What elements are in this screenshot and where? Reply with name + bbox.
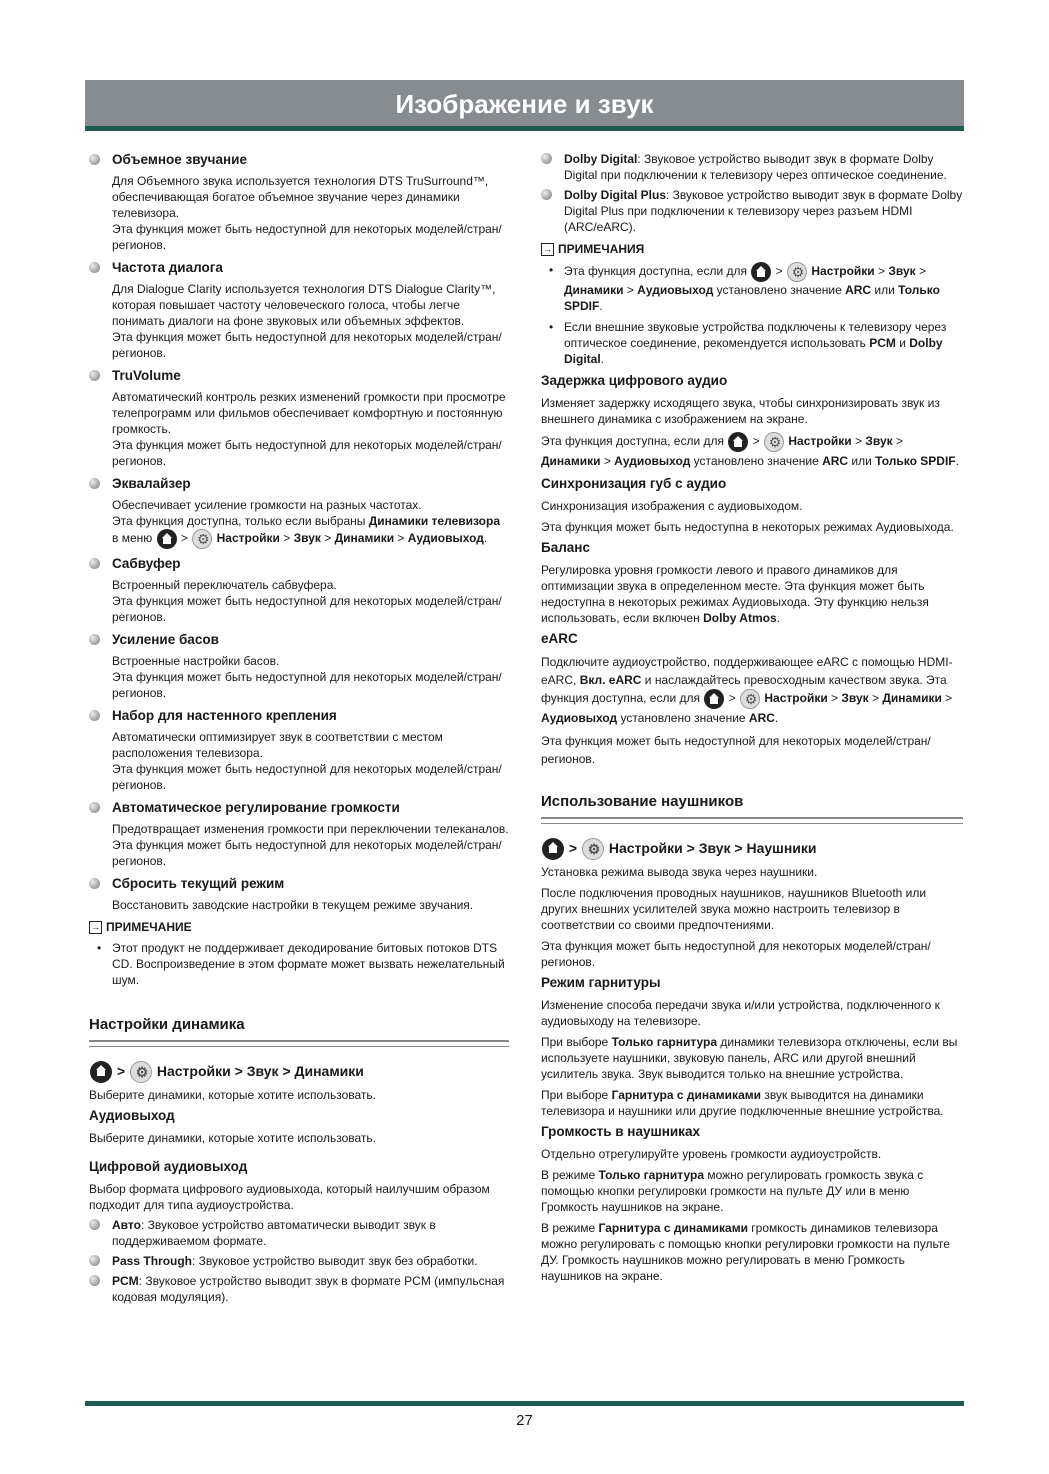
- note-item: • Если внешние звуковые устройства подключены к телевизору через оптическое соединение, рекомендуется использовать PCM и Dolby Digital.: [549, 320, 947, 366]
- subheading: Задержка цифрового аудио: [541, 373, 728, 388]
- item-title: Сабвуфер: [89, 555, 509, 573]
- notes-heading: → ПРИМЕЧАНИЯ: [543, 242, 645, 256]
- subheading-desc: Изменение способа передачи звука и/или устройства, подключенного к аудиовыходу на телевизоре.: [541, 998, 940, 1029]
- bullet-icon: [89, 878, 100, 889]
- subheading: Синхронизация губ с аудио: [541, 476, 727, 491]
- page-number: 27: [516, 1412, 533, 1429]
- item-desc: Встроенный переключатель сабвуфера.: [112, 578, 337, 592]
- format-item: Dolby Digital Plus: Звуковое устройство выводит звук в формате Dolby Digital Plus при подключении к телевизору через разъем HDMI (ARC/eARC).: [541, 187, 963, 235]
- volume-text: В режиме Гарнитура с динамиками громкость динамиков телевизора можно регулировать с помощью кнопки регулировки громкости на пульте ДУ. Громкость наушников можно регулировать в меню Громкость наушников на экране.: [541, 1221, 950, 1284]
- bullet-icon: [89, 478, 100, 489]
- bullet-icon: [541, 153, 552, 164]
- item-note: Эта функция может быть недоступной для некоторых моделей/стран/регионов.: [112, 594, 502, 624]
- item-note: Эта функция может быть недоступной для некоторых моделей/стран/регионов.: [112, 838, 502, 868]
- bullet-icon: [89, 710, 100, 721]
- item-desc: Для Dialogue Clarity используется технология DTS Dialogue Clarity™, которая повышает частоту человеческого голоса, чтобы легче понимать диалоги на фоне звуковых или объемных эффектов.: [112, 282, 496, 328]
- subheading: Аудиовыход: [89, 1108, 175, 1124]
- item-desc: Автоматический контроль резких изменений громкости при просмотре телепрограмм или фильмов обеспечивает комфортную и постоянную громкость.: [112, 390, 506, 436]
- section-text: Эта функция может быть недоступной для некоторых моделей/стран/регионов.: [541, 939, 931, 970]
- home-icon: [90, 1061, 112, 1083]
- format-item: Pass Through: Звуковое устройство выводит звук без обработки.: [89, 1253, 509, 1269]
- item-title: Частота диалога: [89, 259, 509, 277]
- section-heading-speaker: Настройки динамика: [89, 1016, 245, 1033]
- format-item: PCM: Звуковое устройство выводит звук в формате PCM (импульсная кодовая модуляция).: [89, 1273, 509, 1305]
- page-header: [85, 80, 964, 126]
- mode-text: При выборе Гарнитура с динамиками звук выводится на динамики телевизора и наушники или другие подключенные внешние устройства.: [541, 1088, 944, 1119]
- item-desc: Восстановить заводские настройки в текущем режиме звучания.: [112, 898, 474, 912]
- item-note: Эта функция может быть недоступной для некоторых моделей/стран/регионов.: [112, 222, 502, 252]
- bullet-icon: [89, 802, 100, 813]
- subheading-desc: Выбор формата цифрового аудиовыхода, который наилучшим образом подходит для типа аудиоустройства.: [89, 1182, 490, 1213]
- subheading: Громкость в наушниках: [541, 1124, 700, 1140]
- home-icon: [157, 529, 177, 549]
- section-rule: [89, 1040, 509, 1047]
- format-item: Авто: Звуковое устройство автоматически выводит звук в поддерживаемом формате.: [89, 1217, 509, 1249]
- bullet-icon: [89, 1219, 100, 1230]
- mode-text: При выборе Только гарнитура динамики телевизора отключены, если вы используете наушники, звуковую панель, ARC или другой внешний усилитель звука. Звук выводится только на внешние устройства.: [541, 1035, 958, 1082]
- subheading-desc: Регулировка уровня громкости левого и правого динамиков для оптимизации звука в определенном месте. Эта функция может быть недоступна в некоторых режимах Аудиовыхода. Эту функцию нельзя использовать, если включен Dolby Atmos.: [541, 563, 929, 625]
- item-desc: Для Объемного звука используется технология DTS TruSurround™, обеспечивающая богатое объемное звучание через динамики телевизора.: [112, 174, 489, 220]
- section-text: После подключения проводных наушников, наушников Bluetooth или других внешних усилителей звука можно настроить телевизор в соответствии со своими предпочтениями.: [541, 886, 927, 933]
- left-column: [89, 151, 509, 1309]
- header-rule: [85, 126, 964, 131]
- bullet-icon: [89, 154, 100, 165]
- settings-gear-icon: [192, 529, 212, 549]
- subheading-note: Эта функция может быть недоступна в некоторых режимах Аудиовыхода.: [541, 520, 954, 534]
- item-note: Эта функция может быть недоступной для некоторых моделей/стран/регионов.: [112, 762, 502, 792]
- item-title: Сбросить текущий режим: [89, 875, 509, 893]
- item-title: Усиление басов: [89, 631, 509, 649]
- item-title: Набор для настенного крепления: [89, 707, 509, 725]
- subheading-desc: Синхронизация изображения с аудиовыходом.: [541, 499, 803, 513]
- note-item: • Этот продукт не поддерживает декодирование битовых потоков DTS CD. Воспроизведение в этом формате может вызвать нежелательный шум.: [97, 941, 505, 987]
- item-desc: Обеспечивает усиление громкости на разных частотах.: [112, 498, 422, 512]
- bullet-icon: [541, 189, 552, 200]
- settings-gear-icon: [764, 432, 784, 452]
- note-item: • Эта функция доступна, если для > ⚙ Настройки > Звук > Динамики > Аудиовыход установлено значение ARC или Только SPDIF.: [541, 262, 963, 314]
- volume-text: В режиме Только гарнитура можно регулировать громкость звука с помощью кнопки регулировки громкости на пульте ДУ или в меню Громкость наушников на экране.: [541, 1168, 924, 1215]
- section-heading-headphones: Использование наушников: [541, 793, 744, 810]
- right-column: [541, 151, 963, 1284]
- menu-path: > ⚙ Настройки > Звук > Динамики: [89, 1059, 509, 1083]
- bullet-icon: [89, 370, 100, 381]
- item-note: Эта функция доступна, только если выбраны Динамики телевизора в меню > ⚙ Настройки > Звук > Динамики > Аудиовыход.: [112, 513, 509, 549]
- section-intro: Выберите динамики, которые хотите использовать.: [89, 1088, 376, 1103]
- item-title: Автоматическое регулирование громкости: [89, 799, 509, 817]
- subheading: Цифровой аудиовыход: [89, 1159, 248, 1175]
- home-icon: [728, 432, 748, 452]
- item-note: Эта функция может быть недоступной для некоторых моделей/стран/регионов.: [112, 670, 502, 700]
- item-desc: Автоматически оптимизирует звук в соответствии с местом расположения телевизора.: [112, 730, 443, 760]
- section-rule: [541, 817, 963, 824]
- home-icon: [542, 838, 564, 860]
- bullet-icon: [89, 1275, 100, 1286]
- item-note: Эта функция может быть недоступной для некоторых моделей/стран/регионов.: [112, 330, 502, 360]
- settings-gear-icon: [130, 1061, 152, 1083]
- note-heading: → ПРИМЕЧАНИЕ: [91, 920, 192, 934]
- item-title: Эквалайзер: [89, 475, 509, 493]
- item-desc: Предотвращает изменения громкости при переключении телеканалов.: [112, 822, 509, 836]
- bullet-icon: [89, 634, 100, 645]
- menu-path: > ⚙ Настройки > Звук > Наушники: [541, 836, 963, 860]
- subheading: eARC: [541, 631, 578, 646]
- settings-gear-icon: [582, 838, 604, 860]
- page-title: Изображение и звук: [395, 89, 654, 119]
- settings-gear-icon: [787, 262, 807, 282]
- home-icon: [751, 262, 771, 282]
- item-title: Объемное звучание: [89, 151, 509, 169]
- subheading: Режим гарнитуры: [541, 975, 661, 991]
- subheading-desc: Подключите аудиоустройство, поддерживающее eARC с помощью HDMI-eARC, Вкл. eARC и наслаждайтесь превосходным качеством звука. Эта функция доступна, если для > ⚙ Настройки > Звук > Динамики > Аудиовыход установлено значение ARC.: [541, 653, 963, 727]
- note-arrow-icon: →: [91, 921, 100, 932]
- subheading-note: Эта функция может быть недоступной для некоторых моделей/стран/регионов.: [541, 734, 931, 766]
- section-intro: Установка режима вывода звука через наушники.: [541, 865, 818, 880]
- footer-rule: [85, 1401, 964, 1406]
- subheading-note: Эта функция доступна, если для > ⚙ Настройки > Звук > Динамики > Аудиовыход установлено значение ARC или Только SPDIF.: [541, 432, 963, 471]
- home-icon: [704, 689, 724, 709]
- bullet-icon: [89, 262, 100, 273]
- subheading: Баланс: [541, 540, 590, 555]
- settings-gear-icon: [740, 689, 760, 709]
- format-item: Dolby Digital: Звуковое устройство выводит звук в формате Dolby Digital при подключении к телевизору через оптическое соединение.: [541, 151, 963, 183]
- item-desc: Встроенные настройки басов.: [112, 654, 280, 668]
- bullet-icon: [89, 558, 100, 569]
- subheading-desc: Выберите динамики, которые хотите использовать.: [89, 1131, 376, 1146]
- item-title: TruVolume: [89, 367, 509, 385]
- bullet-icon: [89, 1255, 100, 1266]
- subheading-desc: Отдельно отрегулируйте уровень громкости аудиоустройств.: [541, 1147, 882, 1162]
- subheading-desc: Изменяет задержку исходящего звука, чтобы синхронизировать звук из внешнего динамика с изображением на экране.: [541, 396, 940, 426]
- note-arrow-icon: →: [543, 243, 552, 254]
- item-note: Эта функция может быть недоступной для некоторых моделей/стран/регионов.: [112, 438, 502, 468]
